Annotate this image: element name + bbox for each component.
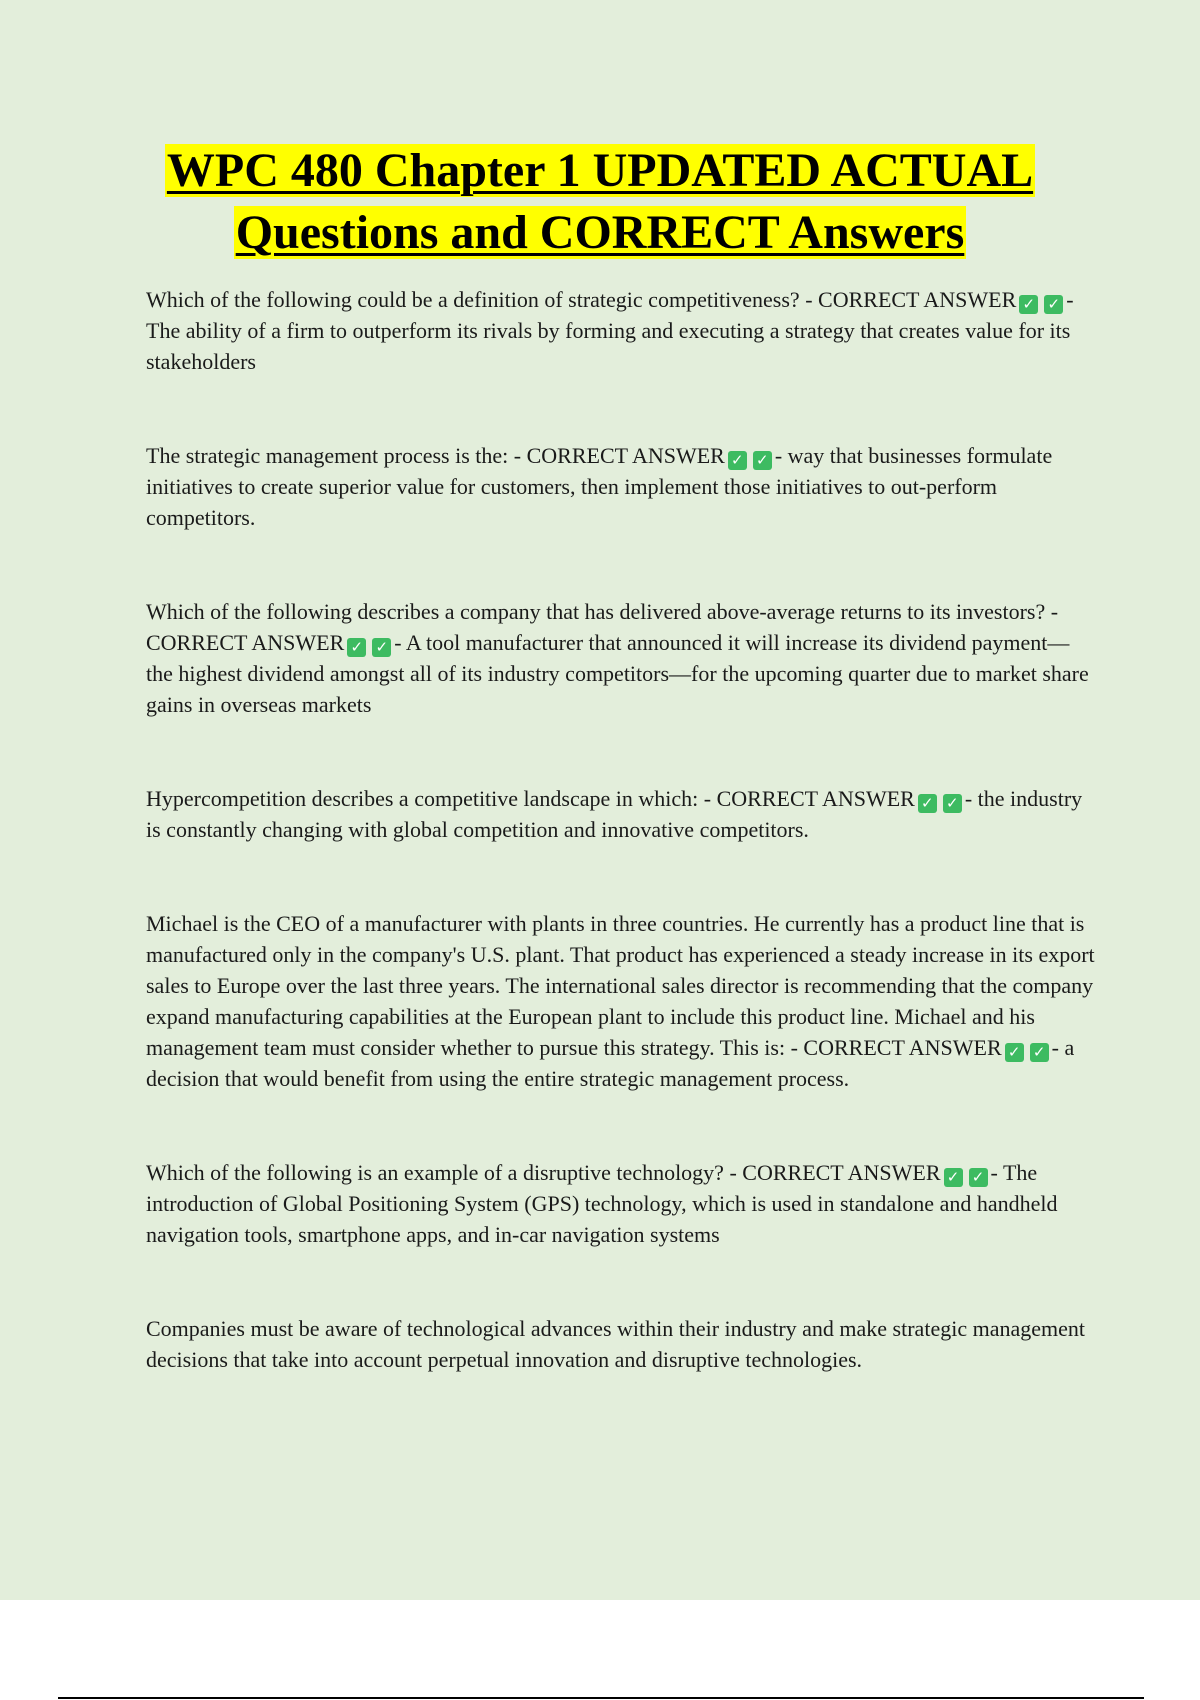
question-text: Which of the following could be a definition of strategic competitiveness? — [146, 287, 800, 312]
answer-text: - The introduction of Global Positioning System (GPS) technology, which is used in standalone and handheld navigation tools, smartphone apps, and in-car navigation systems — [146, 1160, 1058, 1247]
note-paragraph — [146, 1313, 1096, 1375]
correct-answer-marker: - CORRECT ANSWER — [805, 287, 1017, 312]
title-line-1: WPC 480 Chapter 1 UPDATED ACTUAL — [166, 144, 1034, 197]
qa-item — [146, 440, 1096, 533]
question-text: Which of the following is an example of a disruptive technology? — [146, 1160, 724, 1185]
correct-answer-marker: - CORRECT ANSWER — [513, 443, 725, 468]
check-box-icon: ✓ — [753, 451, 772, 470]
qa-item — [146, 596, 1096, 720]
correct-answer-marker: - CORRECT ANSWER — [703, 786, 915, 811]
title-line-2: Questions and CORRECT Answers — [235, 206, 965, 259]
check-box-icon: ✓ — [728, 451, 747, 470]
correct-answer-marker: - CORRECT ANSWER — [146, 599, 1059, 655]
question-text: The strategic management process is the: — [146, 443, 509, 468]
check-box-icon: ✓ — [944, 1168, 963, 1187]
check-box-icon: ✓ — [1044, 295, 1063, 314]
question-text: Hypercompetition describes a competitive landscape in which: — [146, 786, 699, 811]
qa-list — [146, 284, 1096, 1375]
question-text: Which of the following describes a company that has delivered above-average returns to its investors? — [146, 599, 1046, 624]
answer-text: - A tool manufacturer that announced it will increase its dividend payment—the highest dividend amongst all of its industry competitors—for the upcoming quarter due to market share gains in overseas markets — [146, 630, 1089, 717]
correct-answer-marker: - CORRECT ANSWER — [790, 1035, 1002, 1060]
question-text: Michael is the CEO of a manufacturer with plants in three countries. He currently has a product line that is manufactured only in the company's U.S. plant. That product has experienced a steady increase in its export sales to Europe over the last three years. The international sales director is recommending that the company expand manufacturing capabilities at the European plant to include this product line. Michael and his management team must consider whether to pursue this strategy. This is: — [146, 911, 1095, 1060]
answer-text: - a decision that would benefit from using the entire strategic management process. — [146, 1035, 1075, 1091]
qa-item — [146, 783, 1096, 845]
correct-answer-marker: - CORRECT ANSWER — [729, 1160, 941, 1185]
check-box-icon: ✓ — [347, 638, 366, 657]
check-box-icon: ✓ — [372, 638, 391, 657]
answer-text: - way that businesses formulate initiatives to create superior value for customers, then implement those initiatives to out-perform competitors. — [146, 443, 1053, 530]
answer-text: - the industry is constantly changing with global competition and innovative competitors. — [146, 786, 1083, 842]
qa-item — [146, 284, 1096, 377]
check-box-icon: ✓ — [1019, 295, 1038, 314]
note-text: Companies must be aware of technological advances within their industry and make strategic management decisions that take into account perpetual innovation and disruptive technologies. — [146, 1316, 1085, 1372]
check-box-icon: ✓ — [1030, 1043, 1049, 1062]
footer-rule — [58, 1697, 1144, 1699]
check-box-icon: ✓ — [918, 794, 937, 813]
document-title — [0, 140, 1200, 264]
qa-item — [146, 908, 1096, 1094]
check-box-icon: ✓ — [969, 1168, 988, 1187]
check-box-icon: ✓ — [943, 794, 962, 813]
answer-text: - The ability of a firm to outperform its rivals by forming and executing a strategy that creates value for its stakeholders — [146, 287, 1074, 374]
qa-item — [146, 1157, 1096, 1250]
check-box-icon: ✓ — [1005, 1043, 1024, 1062]
